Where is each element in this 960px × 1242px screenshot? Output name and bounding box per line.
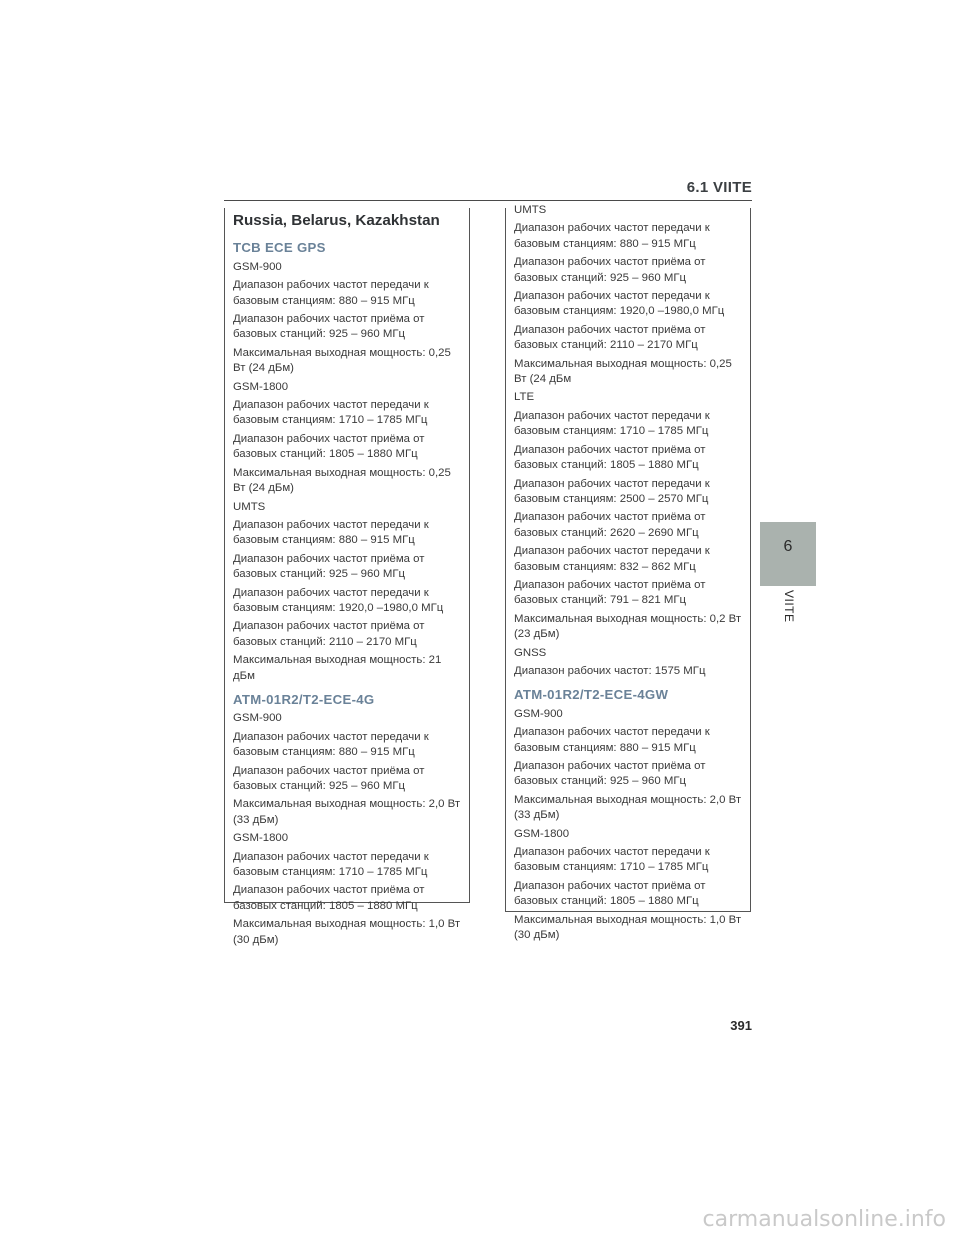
spec-line: Максимальная выходная мощность: 2,0 Вт (33 дБм) [514, 793, 742, 822]
spec-line: Максимальная выходная мощность: 2,0 Вт (33 дБм) [233, 798, 461, 826]
chapter-tab-number: 6 [783, 538, 793, 555]
spec-line: Диапазон рабочих частот передачи к базовым станциям: 880 – 915 МГц [233, 518, 429, 547]
spec-line: Диапазон рабочих частот приёма от базовых станций: 1805 – 1880 МГц [514, 443, 706, 472]
spec-line: Диапазон рабочих частот: 1575 МГц [514, 664, 706, 677]
left-column [224, 208, 470, 946]
spec-line: Максимальная выходная мощность: 1,0 Вт (30 дБм) [514, 913, 742, 942]
module-title-atm-4gw: ATM-01R2/T2-ECE-4GW [514, 687, 669, 703]
band-label: GSM-1800 [233, 380, 289, 393]
spec-line: Диапазон рабочих частот приёма от базовых станций: 2110 – 2170 МГц [514, 323, 706, 352]
header-rule [224, 200, 752, 201]
spec-line: Диапазон рабочих частот приёма от базовых станций: 1805 – 1880 МГц [233, 432, 425, 461]
spec-line: Диапазон рабочих частот передачи к базовым станциям: 1710 – 1785 МГц [233, 399, 429, 427]
band-label: GSM-1800 [233, 832, 289, 845]
band-label: GSM-1800 [514, 827, 570, 840]
chapter-tab-label: VIITE [782, 590, 796, 623]
spec-line: Диапазон рабочих частот передачи к базовым станциям: 1920,0 –1980,0 МГц [514, 290, 725, 318]
module-title-tcb: TCB ECE GPS [233, 240, 326, 256]
spec-line: Максимальная выходная мощность: 0,2 Вт (23 дБм) [514, 612, 742, 641]
spec-line: Диапазон рабочих частот передачи к базовым станциям: 880 – 915 МГц [514, 222, 710, 250]
band-label: GSM-900 [514, 707, 563, 720]
spec-line: Максимальная выходная мощность: 21 дБм [233, 654, 442, 682]
band-label: GSM-900 [233, 712, 282, 725]
spec-line: Диапазон рабочих частот приёма от базовых станций: 1805 – 1880 МГц [233, 884, 425, 912]
spec-line: Диапазон рабочих частот приёма от базовых станций: 1805 – 1880 МГц [514, 879, 706, 908]
right-column [505, 204, 751, 942]
spec-line: Диапазон рабочих частот приёма от базовых станций: 925 – 960 МГц [514, 760, 706, 788]
page-number: 391 [730, 1018, 752, 1033]
spec-line: Диапазон рабочих частот передачи к базовым станциям: 880 – 915 МГц [233, 730, 429, 759]
spec-line: Диапазон рабочих частот приёма от базовых станций: 925 – 960 МГц [514, 256, 706, 284]
spec-line: Диапазон рабочих частот передачи к базовым станциям: 832 – 862 МГц [514, 545, 710, 573]
spec-line: Диапазон рабочих частот передачи к базовым станциям: 1920,0 –1980,0 МГц [233, 586, 444, 614]
spec-line: Максимальная выходная мощность: 0,25 Вт (24 дБм) [233, 346, 451, 375]
band-label: GNSS [514, 646, 547, 659]
spec-line: Диапазон рабочих частот приёма от базовых станций: 925 – 960 МГц [233, 764, 425, 792]
watermark: carmanualsonline.info [702, 1207, 946, 1232]
spec-line: Диапазон рабочих частот передачи к базовым станциям: 1710 – 1785 МГц [233, 850, 429, 879]
spec-line: Максимальная выходная мощность: 1,0 Вт (30 дБм) [233, 918, 461, 946]
region-title: Russia, Belarus, Kazakhstan [233, 212, 440, 229]
spec-line: Диапазон рабочих частот приёма от базовых станций: 2620 – 2690 МГц [514, 511, 706, 539]
spec-line: Диапазон рабочих частот приёма от базовых станций: 2110 – 2170 МГц [233, 620, 425, 648]
band-label: GSM-900 [233, 260, 282, 273]
spec-line: Диапазон рабочих частот приёма от базовых станций: 925 – 960 МГц [233, 552, 425, 581]
band-label: UMTS [514, 204, 547, 216]
section-title: 6.1 VIITE [686, 179, 752, 196]
module-title-atm-4g: ATM-01R2/T2-ECE-4G [233, 691, 375, 707]
spec-line: Диапазон рабочих частот передачи к базовым станциям: 880 – 915 МГц [514, 726, 710, 754]
spec-line: Диапазон рабочих частот передачи к базовым станциям: 2500 – 2570 МГц [514, 477, 710, 505]
spec-line: Диапазон рабочих частот приёма от базовых станций: 925 – 960 МГц [233, 313, 425, 341]
band-label: UMTS [233, 500, 266, 513]
spec-line: Диапазон рабочих частот передачи к базовым станциям: 1710 – 1785 МГц [514, 409, 710, 438]
spec-line: Максимальная выходная мощность: 0,25 Вт (24 дБм) [233, 466, 451, 495]
band-label: LTE [514, 391, 535, 404]
chapter-tab[interactable] [760, 522, 816, 586]
spec-line: Максимальная выходная мощность: 0,25 Вт (24 дБм [514, 357, 732, 386]
spec-line: Диапазон рабочих частот передачи к базовым станциям: 880 – 915 МГц [233, 279, 429, 307]
spec-line: Диапазон рабочих частот передачи к базовым станциям: 1710 – 1785 МГц [514, 846, 710, 874]
spec-line: Диапазон рабочих частот приёма от базовых станций: 791 – 821 МГц [514, 578, 706, 607]
